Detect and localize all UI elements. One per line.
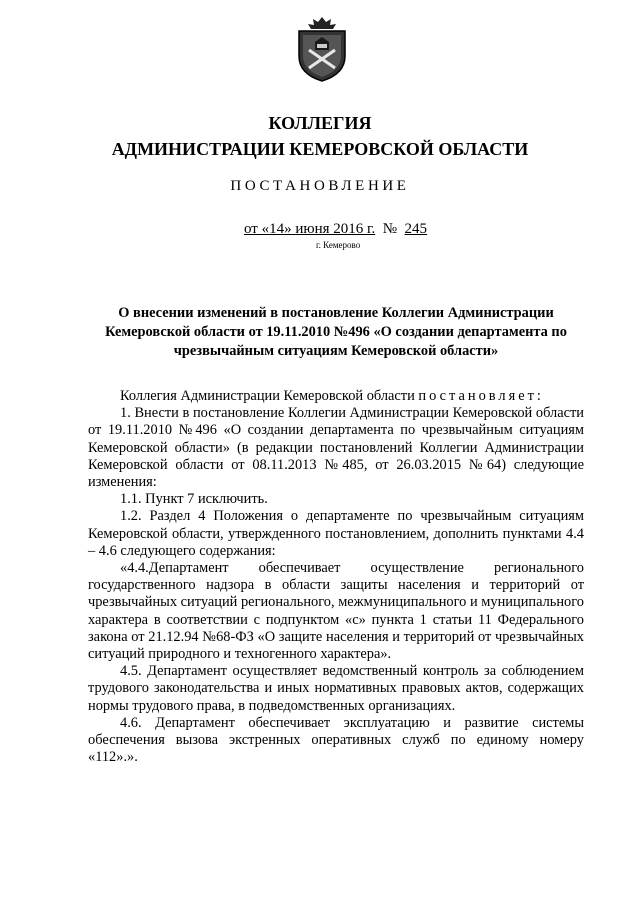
paragraph-1: 1. Внести в постановление Коллегии Администрации Кемеровской области от 19.11.2010 №496 «О создании департамента по чрезвычайным ситуациям Кемеровской области» (в редакции постановлений Коллегии Администрации Кемеровской области от 08.11.2013 №485, от 26.03.2015 №64) следующие изменения: xyxy=(88,405,584,491)
date-prefix: от « xyxy=(244,221,270,237)
intro-verb: постановляет: xyxy=(418,388,544,404)
paragraph-4-6: 4.6. Департамент обеспечивает эксплуатацию и развитие системы обеспечения вызова экстренных оперативных служб по единому номеру «112».». xyxy=(88,714,584,766)
resolution-body xyxy=(88,388,584,766)
paragraph-1-2: 1.2. Раздел 4 Положения о департаменте по чрезвычайным ситуациям Кемеровской области, утвержденного постановлением, дополнить пунктами 4.4 – 4.6 следующего содержания: xyxy=(88,508,584,559)
date-number-line xyxy=(244,220,427,238)
document-type: ПОСТАНОВЛЕНИЕ xyxy=(230,178,410,194)
paragraph-1-1: 1.1. Пункт 7 исключить. xyxy=(120,491,268,508)
number-sign: № xyxy=(382,221,398,237)
coat-of-arms-emblem xyxy=(293,16,351,82)
intro-text: Коллегия Администрации Кемеровской области xyxy=(120,388,419,404)
resolution-title: О внесении изменений в постановление Коллегии Администрации Кемеровской области от 19.11.2010 №496 «О создании департамента по чрезвычайным ситуациям Кемеровской области» xyxy=(105,305,567,359)
city-name: г. Кемерово xyxy=(316,240,361,250)
paragraph-4-4: «4.4.Департамент обеспечивает осуществление регионального государственного надзора в области защиты населения и территорий от чрезвычайных ситуаций регионального, межмуниципального и муниципального характера в соответствии с подпунктом «с» пункта 1 статьи 11 Федерального закона от 21.12.94 №68-ФЗ «О защите населения и территорий от чрезвычайных ситуаций природного и техногенного характера». xyxy=(88,560,584,663)
date-quote-close: » xyxy=(284,221,292,237)
document-number: 245 xyxy=(404,221,428,237)
collegium-title: КОЛЛЕГИЯ xyxy=(268,113,372,133)
paragraph-4-5: 4.5. Департамент осуществляет ведомственный контроль за соблюдением трудового законодательства и иных нормативных правовых актов, содержащих нормы трудового права, в подведомственных организациях. xyxy=(88,663,584,714)
administration-title: АДМИНИСТРАЦИИ КЕМЕРОВСКОЙ ОБЛАСТИ xyxy=(111,139,529,159)
date-day: 14 xyxy=(269,221,285,237)
date-month-year: июня 2016 г. xyxy=(295,221,376,237)
intro-paragraph xyxy=(88,388,584,405)
